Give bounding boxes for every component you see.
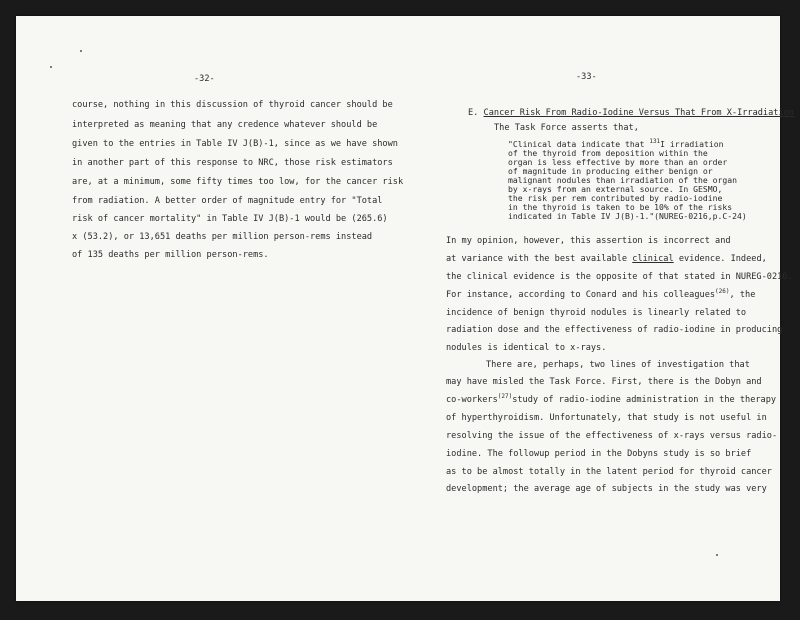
right-page-number: -33- <box>576 72 597 82</box>
left-page-number: -32- <box>194 74 215 84</box>
body-line: In my opinion, however, this assertion is incorrect and <box>446 236 731 246</box>
left-line: are, at a minimum, some fifty times too low, for the cancer risk <box>72 177 404 187</box>
quote-line: in the thyroid is taken to be 10% of the risks <box>508 202 733 212</box>
section-heading <box>468 108 794 118</box>
reference-superscript: (26) <box>715 288 730 295</box>
quote-line: the risk per rem contributed by radio-iodine <box>508 193 723 203</box>
body-line: as to be almost totally in the latent period for thyroid cancer <box>446 467 772 477</box>
left-line: from radiation. A better order of magnitude entry for "Total <box>72 196 383 206</box>
body-line: co-workers$^{(27)}$study of radio-iodine administration in the therapy <box>446 393 777 405</box>
paper-speck <box>716 554 718 556</box>
left-line: given to the entries in Table IV J(B)-1, since as we have shown <box>72 139 398 149</box>
body-line: nodules is identical to x-rays. <box>446 343 607 353</box>
quote-line: of magnitude in producing either benign or <box>508 166 713 176</box>
reference-superscript: (27) <box>497 393 513 400</box>
left-line: course, nothing in this discussion of thyroid cancer should be <box>72 100 393 110</box>
left-line: interpreted as meaning that any credence whatever should be <box>72 120 378 130</box>
emphasis-clinical: clinical <box>632 254 674 264</box>
isotope-superscript: 131 <box>649 138 661 145</box>
left-line: in another part of this response to NRC, those risk estimators <box>72 158 393 168</box>
body-line: development; the average age of subjects in the study was very <box>446 484 767 494</box>
paper-speck <box>50 66 52 68</box>
body-line: may have misled the Task Force. First, there is the Dobyn and <box>446 377 762 387</box>
quote-line: of the thyroid from deposition within the <box>508 148 708 158</box>
left-line: x (53.2), or 13,651 deaths per million person-rems instead <box>72 232 373 242</box>
body-line: iodine. The followup period in the Dobyns study is so brief <box>446 449 752 459</box>
section-title: Cancer Risk From Radio-Iodine Versus That From X-Irradiation <box>483 108 794 118</box>
body-line: resolving the issue of the effectiveness of x-rays versus radio- <box>446 431 778 441</box>
quote-line: malignant nodules than irradiation of the organ <box>508 175 738 185</box>
body-line: For instance, according to Conard and his colleagues$^{(26)}$, the <box>446 288 756 300</box>
quote-line: organ is less effective by more than an order <box>508 157 728 167</box>
left-line: of 135 deaths per million person-rems. <box>72 250 269 260</box>
body-line: incidence of benign thyroid nodules is linearly related to <box>446 308 747 318</box>
left-line: risk of cancer mortality" in Table IV J(B)-1 would be (265.6) <box>72 214 388 224</box>
body-line: at variance with the best available clinical evidence. Indeed, <box>446 254 767 264</box>
body-line: radiation dose and the effectiveness of radio-iodine in producing <box>446 325 783 335</box>
quote-line: by x-rays from an external source. In GESMO, <box>508 184 723 194</box>
paper-speck <box>80 50 82 52</box>
body-line: of hyperthyroidism. Unfortunately, that study is not useful in <box>446 413 767 423</box>
body-line: There are, perhaps, two lines of investigation that <box>486 360 750 370</box>
quote-line: "Clinical data indicate that $^{131}$I irradiation <box>508 138 724 149</box>
quote-line: indicated in Table IV J(B)-1."(NUREG-0216,p.C-24) <box>508 211 747 221</box>
quote-intro: The Task Force asserts that, <box>494 123 639 133</box>
body-line: the clinical evidence is the opposite of that stated in NUREG-0216. <box>446 272 793 282</box>
section-letter: E. <box>468 108 479 118</box>
document-sheet <box>16 16 794 601</box>
